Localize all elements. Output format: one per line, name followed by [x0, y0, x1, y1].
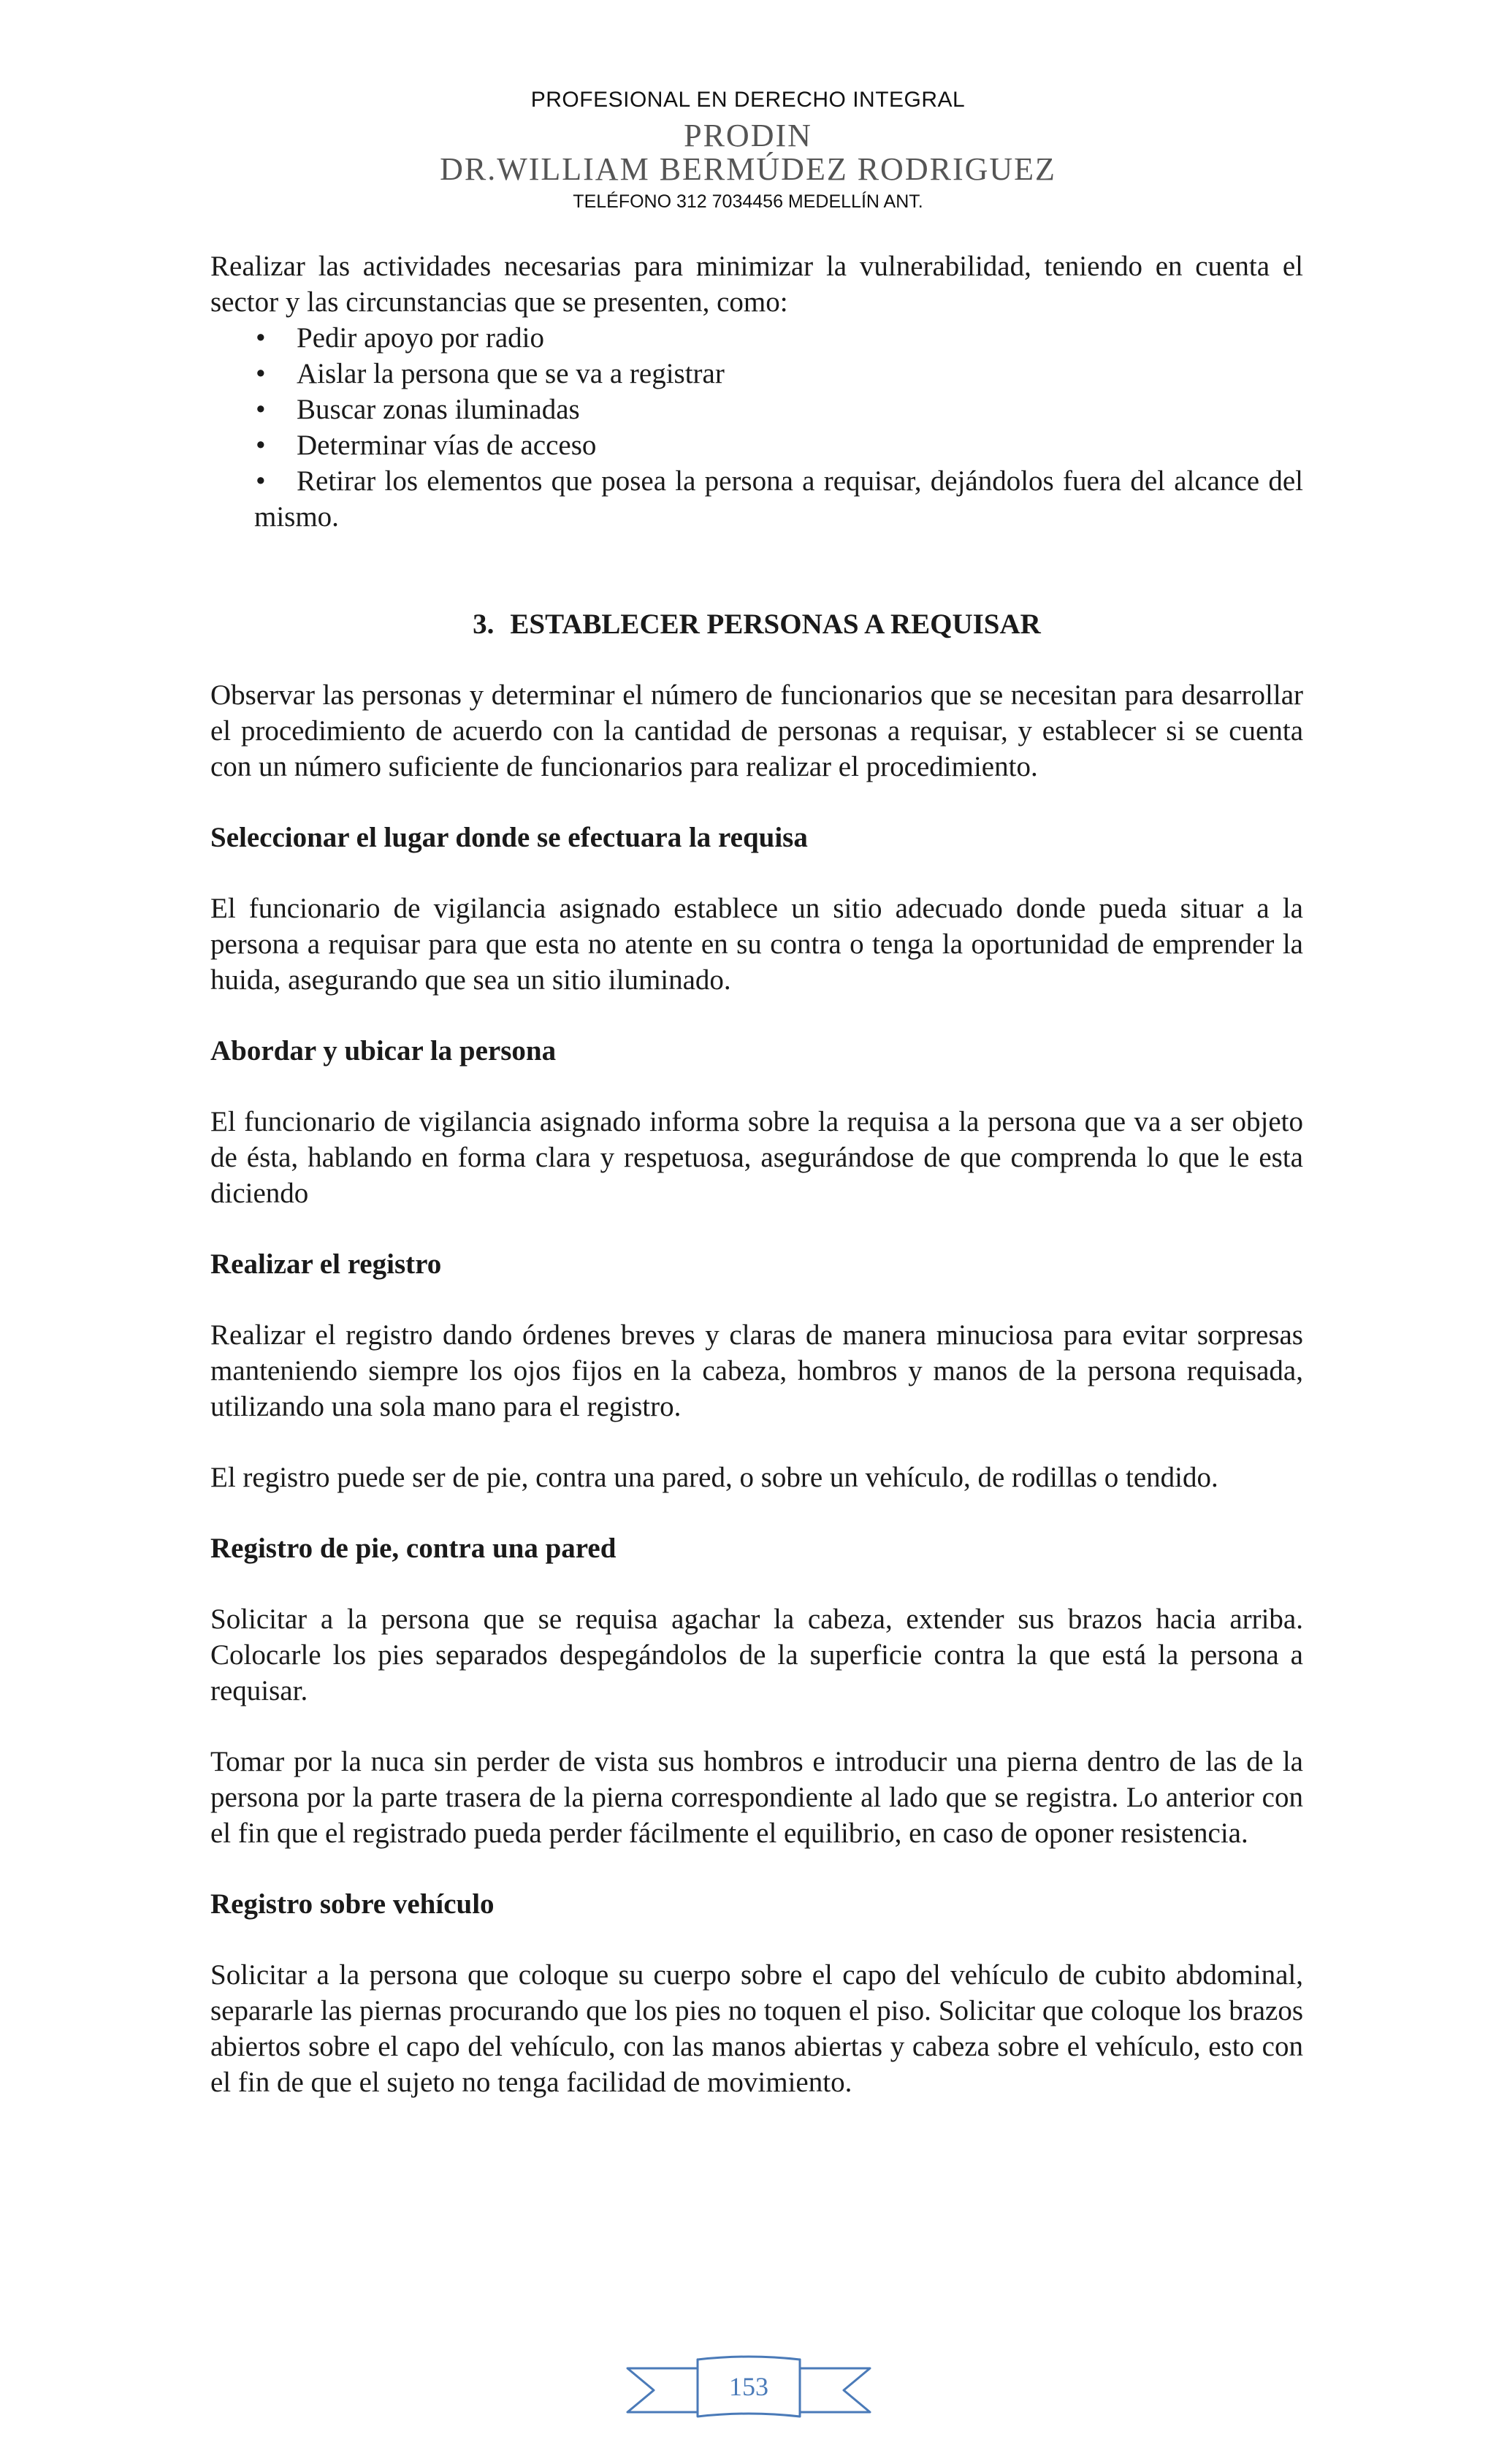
subheading-pie: Registro de pie, contra una pared [210, 1533, 617, 1564]
bullet-icon: • [256, 358, 266, 389]
header-title: PROFESIONAL EN DERECHO INTEGRAL [530, 88, 966, 112]
bullet-item [254, 427, 1303, 463]
bullet-item [254, 356, 1303, 392]
section-number: 3. [473, 609, 495, 640]
bullet-text: Buscar zonas iluminadas [297, 394, 580, 425]
bullet-text: Pedir apoyo por radio [297, 322, 545, 354]
subheading-vehiculo: Registro sobre vehículo [210, 1888, 495, 1920]
page-body [210, 248, 1303, 2135]
paragraph-lugar: El funcionario de vigilancia asignado establece un sitio adecuado donde pueda situar a la persona a requisar para que esta no atente en su contra o tenga la oportunidad de emprender la huida, asegurando que sea un sitio iluminado. [210, 893, 1303, 996]
header-phone: TELÉFONO 312 7034456 MEDELLÍN ANT. [573, 191, 923, 212]
header-author: DR.WILLIAM BERMÚDEZ RODRIGUEZ [440, 151, 1056, 187]
bullet-item [254, 320, 1303, 356]
paragraph-registro-2: El registro puede ser de pie, contra una pared, o sobre un vehículo, de rodillas o tendido. [210, 1462, 1218, 1493]
section-title-text: ESTABLECER PERSONAS A REQUISAR [510, 609, 1041, 640]
bullet-text: Retirar los elementos que posea la persona a requisar, dejándolos fuera del alcance del mismo. [254, 465, 1303, 533]
paragraph-pie-1: Solicitar a la persona que se requisa agachar la cabeza, extender sus brazos hacia arriba. Colocarle los pies separados despegándolos de la superficie contra la que está la persona a requisar. [210, 1603, 1303, 1706]
page-number-ribbon [625, 2352, 873, 2425]
paragraph-observar: Observar las personas y determinar el número de funcionarios que se necesitan para desarrollar el procedimiento de acuerdo con la cantidad de personas a requisar, y establecer si se cuenta con un número suficiente de funcionarios para realizar el procedimiento. [210, 679, 1303, 782]
bullet-text: Aislar la persona que se va a registrar [297, 358, 725, 389]
bullet-list [210, 320, 1303, 535]
paragraph-vehiculo: Solicitar a la persona que coloque su cuerpo sobre el capo del vehículo de cubito abdominal, separarle las piernas procurando que los pies no toquen el piso. Solicitar que coloque los brazos abiertos sobre el capo del vehículo, con las manos abiertas y cabeza sobre el vehículo, esto con el fin de que el sujeto no tenga facilidad de movimiento. [210, 1959, 1303, 2098]
paragraph-abordar: El funcionario de vigilancia asignado informa sobre la requisa a la persona que va a ser objeto de ésta, hablando en forma clara y respetuosa, asegurándose de que comprenda lo que le esta diciendo [210, 1106, 1303, 1209]
intro-paragraph: Realizar las actividades necesarias para minimizar la vulnerabilidad, teniendo en cuenta el sector y las circunstancias que se presenten, como: [210, 251, 1303, 318]
bullet-text: Determinar vías de acceso [297, 430, 597, 461]
subheading-lugar: Seleccionar el lugar donde se efectuara la requisa [210, 822, 808, 853]
section-heading [210, 606, 1303, 642]
bullet-item [254, 463, 1303, 535]
bullet-icon: • [256, 322, 266, 354]
bullet-icon: • [256, 430, 266, 461]
page-number: 153 [729, 2372, 768, 2401]
subheading-abordar: Abordar y ubicar la persona [210, 1035, 557, 1067]
subheading-registro: Realizar el registro [210, 1248, 442, 1280]
bullet-item [254, 392, 1303, 427]
paragraph-registro-1: Realizar el registro dando órdenes breves y claras de manera minuciosa para evitar sorpresas manteniendo siempre los ojos fijos en la cabeza, hombros y manos de la persona requisada, utilizando una sola mano para el registro. [210, 1319, 1303, 1422]
header-brand: PRODIN [684, 118, 812, 153]
bullet-icon: • [256, 394, 266, 425]
bullet-icon: • [256, 465, 266, 497]
paragraph-pie-2: Tomar por la nuca sin perder de vista sus hombros e introducir una pierna dentro de las de la persona por la parte trasera de la pierna correspondiente al lado que se registra. Lo anterior con el fin que el registrado pueda perder fácilmente el equilibrio, en caso de oponer resistencia. [210, 1746, 1303, 1849]
